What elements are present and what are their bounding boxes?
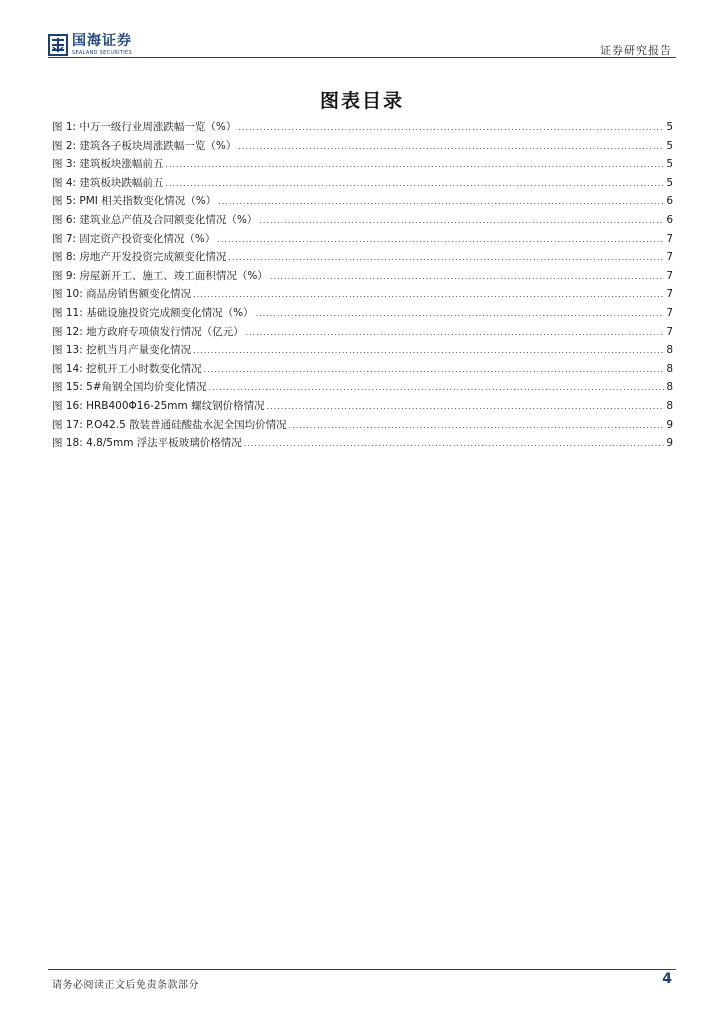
sealand-logo-icon	[48, 34, 68, 56]
toc-entry-page: 6	[666, 213, 673, 226]
toc-entry[interactable]	[52, 249, 673, 268]
toc-entry-page: 5	[666, 158, 673, 171]
toc-entry-label: 图 3: 建筑板块涨幅前五	[52, 158, 164, 171]
page-header	[48, 30, 676, 60]
toc-entry-page: 7	[666, 306, 673, 319]
toc-leader-dots	[244, 439, 665, 448]
page-title: 图表目录	[319, 90, 404, 112]
toc-entry[interactable]	[52, 119, 673, 138]
toc-entry-label: 图 17: P.O42.5 散装普通硅酸盐水泥全国均价情况	[52, 418, 287, 431]
report-type-label: 证券研究报告	[600, 44, 672, 57]
toc-entry-page: 9	[666, 437, 673, 450]
toc-leader-dots	[228, 253, 664, 262]
toc-leader-dots	[246, 328, 665, 337]
toc-entry-label: 图 9: 房屋新开工、施工、竣工面积情况（%）	[52, 269, 268, 282]
toc-entry[interactable]	[52, 212, 673, 231]
toc-leader-dots	[289, 421, 665, 430]
toc-entry-page: 5	[666, 139, 673, 152]
toc-entry-page: 7	[666, 325, 673, 338]
toc-entry-page: 5	[666, 176, 673, 189]
toc-entry-page: 7	[666, 251, 673, 264]
toc-entry-label: 图 16: HRB400Φ16-25mm 螺纹钢价格情况	[52, 399, 265, 412]
toc-entry[interactable]	[52, 342, 673, 361]
toc-leader-dots	[193, 346, 664, 355]
toc-entry-page: 9	[666, 418, 673, 431]
figure-table-of-contents	[52, 119, 673, 454]
toc-entry[interactable]	[52, 417, 673, 436]
toc-leader-dots	[204, 365, 665, 374]
company-logo	[48, 30, 132, 60]
toc-leader-dots	[217, 235, 664, 244]
toc-entry[interactable]	[52, 361, 673, 380]
toc-entry[interactable]	[52, 379, 673, 398]
toc-entry-label: 图 10: 商品房销售额变化情况	[52, 288, 192, 301]
toc-entry[interactable]	[52, 286, 673, 305]
toc-entry-page: 7	[666, 269, 673, 282]
header-divider	[48, 57, 676, 58]
logo-english-name: SEALAND SECURITIES	[72, 50, 132, 56]
toc-entry[interactable]	[52, 324, 673, 343]
toc-leader-dots	[267, 402, 665, 411]
toc-leader-dots	[218, 197, 664, 206]
page-number: 4	[662, 971, 672, 987]
toc-entry-label: 图 18: 4.8/5mm 浮法平板玻璃价格情况	[52, 437, 242, 450]
toc-entry-label: 图 12: 地方政府专项债发行情况（亿元）	[52, 325, 244, 338]
toc-entry-page: 8	[666, 344, 673, 357]
toc-entry-label: 图 8: 房地产开发投资完成额变化情况	[52, 251, 227, 264]
toc-entry[interactable]	[52, 231, 673, 250]
toc-leader-dots	[256, 309, 665, 318]
logo-chinese-name: 国海证券	[72, 33, 132, 49]
toc-entry-label: 图 5: PMI 相关指数变化情况（%）	[52, 195, 217, 208]
toc-entry[interactable]	[52, 305, 673, 324]
toc-entry-label: 图 4: 建筑板块跌幅前五	[52, 176, 164, 189]
toc-entry-page: 5	[666, 121, 673, 133]
toc-leader-dots	[193, 290, 664, 299]
toc-entry[interactable]	[52, 193, 673, 212]
toc-entry-label: 图 1: 中万一级行业周涨跌幅一览（%）	[52, 121, 237, 133]
toc-entry-label: 图 13: 挖机当月产量变化情况	[52, 344, 192, 357]
disclaimer-text: 请务必阅读正文后免责条款部分	[52, 980, 199, 991]
toc-entry[interactable]	[52, 175, 673, 194]
toc-entry-label: 图 2: 建筑各子板块周涨跌幅一览（%）	[52, 139, 237, 152]
toc-entry-label: 图 14: 挖机开工小时数变化情况	[52, 362, 202, 375]
toc-leader-dots	[165, 179, 664, 188]
toc-entry[interactable]	[52, 138, 673, 157]
toc-entry-label: 图 11: 基础设施投资完成额变化情况（%）	[52, 306, 254, 319]
toc-entry-label: 图 15: 5#角钢全国均价变化情况	[52, 381, 207, 394]
toc-leader-dots	[270, 272, 664, 281]
toc-leader-dots	[238, 142, 664, 151]
toc-leader-dots	[165, 160, 664, 169]
toc-entry-page: 7	[666, 232, 673, 245]
toc-entry-page: 8	[666, 362, 673, 375]
toc-entry-page: 6	[666, 195, 673, 208]
toc-entry-page: 8	[666, 399, 673, 412]
toc-entry-page: 7	[666, 288, 673, 301]
toc-entry[interactable]	[52, 398, 673, 417]
footer-divider	[48, 969, 676, 970]
toc-entry[interactable]	[52, 268, 673, 287]
toc-leader-dots	[209, 383, 665, 392]
toc-entry[interactable]	[52, 156, 673, 175]
toc-entry-page: 8	[666, 381, 673, 394]
toc-leader-dots	[238, 123, 664, 132]
toc-leader-dots	[259, 216, 664, 225]
toc-entry-label: 图 6: 建筑业总产值及合同额变化情况（%）	[52, 213, 258, 226]
toc-entry-label: 图 7: 固定资产投资变化情况（%）	[52, 232, 216, 245]
toc-entry[interactable]	[52, 435, 673, 454]
